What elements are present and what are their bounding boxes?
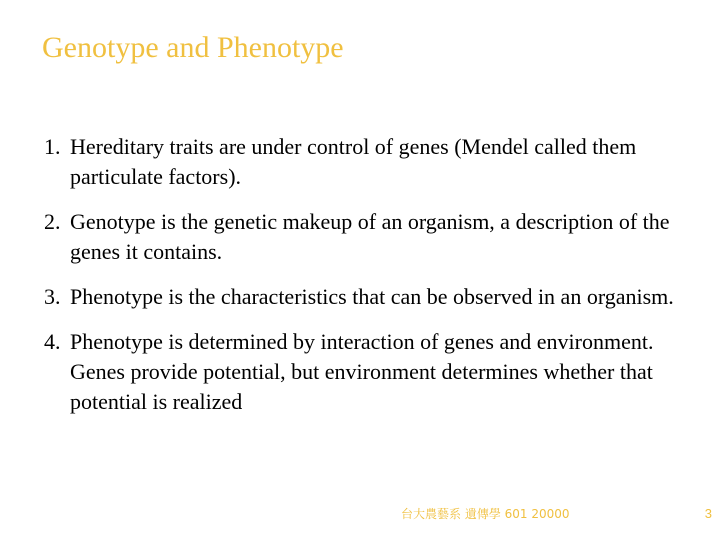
list-item-text: Genotype is the genetic makeup of an organism, a description of the genes it contains. <box>70 209 670 264</box>
list-item <box>44 132 694 192</box>
list-item <box>44 282 694 312</box>
list-item-number: 4. <box>44 329 61 354</box>
list-item-number: 3. <box>44 284 61 309</box>
list-item-text: Phenotype is determined by interaction of genes and environment. Genes provide potential, but environment determines whether that potential is realized <box>70 329 654 414</box>
point-list <box>44 132 694 432</box>
list-item-number: 2. <box>44 209 61 234</box>
slide-title: Genotype and Phenotype <box>42 31 344 64</box>
list-item <box>44 207 694 267</box>
page-number: 3 <box>704 506 712 521</box>
list-item-text: Hereditary traits are under control of genes (Mendel called them particulate factors). <box>70 134 637 189</box>
list-item <box>44 327 694 417</box>
list-item-text: Phenotype is the characteristics that can be observed in an organism. <box>70 284 674 309</box>
list-item-number: 1. <box>44 134 61 159</box>
footer-course-label: 台大農藝系 遺傳學 601 20000 <box>401 507 570 521</box>
